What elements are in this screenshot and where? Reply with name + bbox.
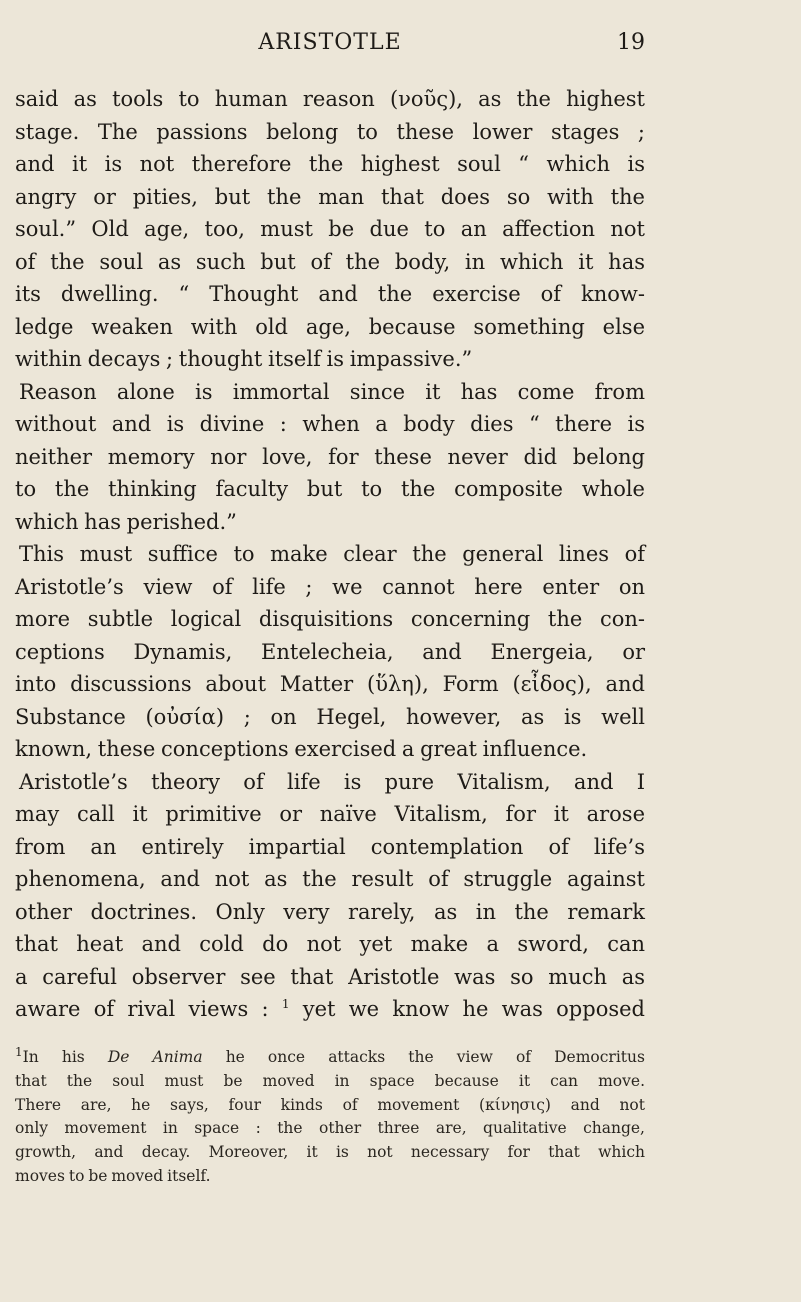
- text-line: its dwelling. “ Thought and the exercise of know-: [15, 282, 645, 306]
- text-line: within decays ; thought itself is impassive.”: [15, 347, 473, 371]
- page-header: [15, 30, 645, 60]
- text-line: may call it primitive or naïve Vitalism, for it arose: [15, 802, 645, 826]
- text-line: ledge weaken with old age, because something else: [15, 314, 645, 339]
- text-line: This must suffice to make clear the general lines of: [19, 542, 645, 566]
- text-line: from an entirely impartial contemplation of life’s: [15, 834, 645, 859]
- text-line: into discussions about Matter (ὕλη), Form (εἶδος), and: [15, 672, 645, 696]
- text-line: said as tools to human reason (νοῦς), as the highest: [15, 87, 645, 111]
- footnote-line: [15, 1046, 645, 1070]
- text-line: of the soul as such but of the body, in which it has: [15, 249, 645, 274]
- footnote-line: moves to be moved itself.: [15, 1166, 211, 1185]
- text-line: ceptions Dynamis, Entelecheia, and Energeia, or: [15, 639, 645, 664]
- footnote-text: he once attacks the view of Democritus: [225, 1048, 645, 1066]
- text-line: Substance (οὐσία) ; on Hegel, however, as is well: [15, 704, 645, 729]
- text-line: [15, 993, 645, 1026]
- text-line: a careful observer see that Aristotle was so much as: [15, 964, 645, 989]
- footnote-line: There are, he says, four kinds of movement (κίνησις) and not: [15, 1095, 645, 1114]
- text-line: soul.” Old age, too, must be due to an affection not: [15, 217, 645, 241]
- text-line: Aristotle’s view of life ; we cannot here enter on: [15, 574, 645, 599]
- text-line: stage. The passions belong to these lower stages ;: [15, 119, 645, 144]
- text-line: neither memory nor love, for these never did belong: [15, 444, 645, 469]
- body-text: [15, 83, 645, 1026]
- footnote-line: that the soul must be moved in space because it can move.: [15, 1071, 645, 1090]
- text-fragment: aware of rival views :: [15, 997, 269, 1021]
- text-line: other doctrines. Only very rarely, as in the remark: [15, 899, 645, 924]
- book-title: De Anima: [107, 1048, 203, 1066]
- text-line: which has perished.”: [15, 509, 237, 534]
- text-line: Aristotle’s theory of life is pure Vitalism, and I: [19, 769, 645, 794]
- footnote-reference: 1: [281, 997, 290, 1011]
- footnote: [15, 1046, 645, 1189]
- text-line: to the thinking faculty but to the composite whole: [15, 477, 645, 501]
- footnote-text: In his: [22, 1048, 85, 1066]
- footnote-marker: 1: [15, 1044, 23, 1059]
- text-line: without and is divine : when a body dies “ there is: [15, 412, 645, 436]
- running-title: ARISTOTLE: [258, 30, 402, 55]
- text-fragment: yet we know he was opposed: [302, 997, 645, 1021]
- text-line: angry or pities, but the man that does so with the: [15, 184, 645, 209]
- footnote-line: growth, and decay. Moreover, it is not necessary for that which: [15, 1143, 645, 1162]
- text-line: phenomena, and not as the result of struggle against: [15, 867, 645, 891]
- text-line: that heat and cold do not yet make a sword, can: [15, 932, 645, 956]
- footnote-line: only movement in space : the other three are, qualitative change,: [15, 1119, 645, 1138]
- text-line: more subtle logical disquisitions concerning the con-: [15, 607, 645, 631]
- page-number: 19: [617, 30, 645, 55]
- text-line: and it is not therefore the highest soul “ which is: [15, 152, 645, 176]
- text-line: known, these conceptions exercised a great influence.: [15, 737, 588, 761]
- text-line: Reason alone is immortal since it has come from: [19, 379, 645, 404]
